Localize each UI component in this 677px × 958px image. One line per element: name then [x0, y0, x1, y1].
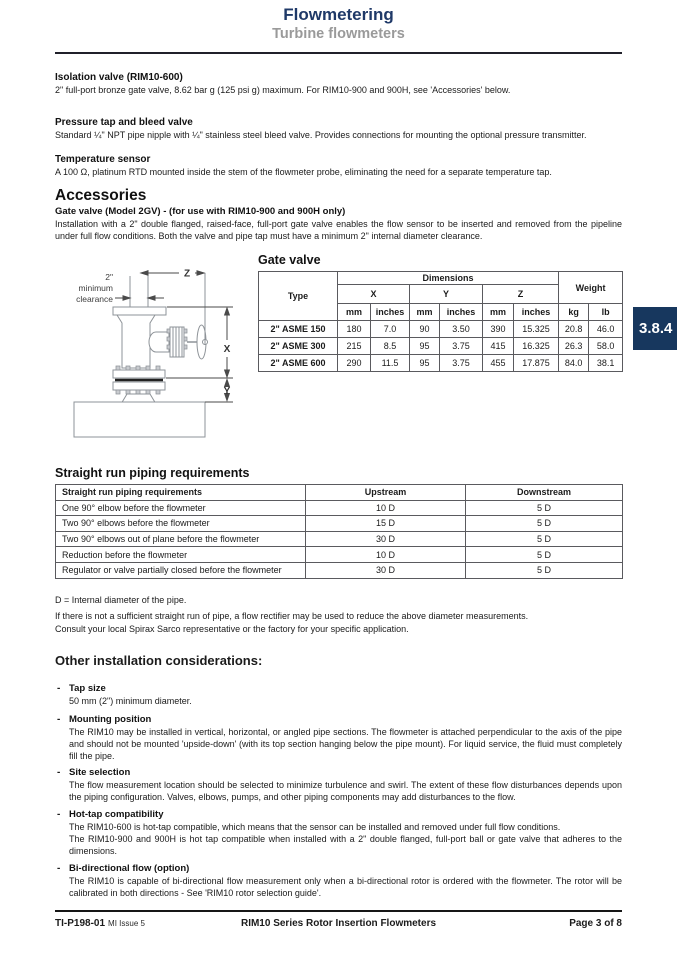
lower-flange-lower — [113, 382, 165, 390]
table-cell: 11.5 — [371, 355, 410, 372]
table-cell: 90 — [410, 321, 440, 338]
straight-run-notes — [55, 610, 622, 636]
footer-series-title: RIM10 Series Rotor Insertion Flowmeters — [240, 918, 437, 929]
bullet-label: Tap size — [69, 683, 106, 694]
table-cell: 15 D — [306, 516, 466, 532]
col-header: inches — [514, 304, 559, 321]
bullet-text: 50 mm (2") minimum diameter. — [69, 696, 192, 706]
table-cell: 215 — [338, 338, 371, 355]
table-row — [259, 272, 623, 285]
table-row — [259, 338, 623, 355]
list-item-mounting-position — [57, 714, 622, 763]
table-cell: 2" ASME 150 — [259, 321, 338, 338]
note-consult: Consult your local Spirax Sarco representative or the factory for your specific application. — [55, 624, 409, 634]
col-header: Downstream — [466, 485, 623, 501]
bullet-text: The flow measurement location should be selected to minimize turbulence and swirl. The extent of these flow disturbances depends upon the piping configuration. Valves, elbows, pumps, and other piping components may add disturbances to the flow. — [69, 780, 622, 803]
col-header: Type — [259, 272, 338, 321]
table-cell: 95 — [410, 338, 440, 355]
footer-page-number: Page 3 of 8 — [569, 918, 622, 929]
accessories-text: Installation with a 2" double flanged, raised-face, full-port gate valve enables the flow sensor to be inserted and removed from the pipeline under full flow conditions. Both the valve and pipe tap must have a minimum 2" internal diameter clearance. — [55, 219, 622, 242]
table-cell: 3.75 — [440, 338, 483, 355]
table-cell: 2" ASME 600 — [259, 355, 338, 372]
bullet-label: Site selection — [69, 767, 131, 778]
col-header: kg — [559, 304, 589, 321]
other-considerations-title: Other installation considerations: — [55, 653, 263, 668]
bullet-text: The RIM10 may be installed in vertical, horizontal, or angled pipe sections. The flowmeter is attached perpendicular to the axis of the pipe and should not be mounted 'upside-down' (with its top section hanging below the pipe mount). For liquid service, the fluid must completely fill the pipe. — [69, 727, 622, 762]
table-cell: Two 90° elbows out of plane before the flowmeter — [56, 531, 306, 547]
bullet-dash-icon: - — [57, 863, 61, 874]
bullet-dash-icon: - — [57, 809, 61, 820]
bullet-dash-icon: - — [57, 714, 61, 725]
page-subtitle: Turbine flowmeters — [272, 26, 405, 42]
dim-x-label: X — [223, 344, 231, 355]
list-item-bidirectional-flow — [57, 863, 622, 899]
table-cell: 16.325 — [514, 338, 559, 355]
table-row — [259, 321, 623, 338]
table-cell: 2" ASME 300 — [259, 338, 338, 355]
table-cell: 84.0 — [559, 355, 589, 372]
table-cell: Reduction before the flowmeter — [56, 547, 306, 563]
col-header: lb — [589, 304, 623, 321]
table-cell: 26.3 — [559, 338, 589, 355]
clearance-label-line1: 2" — [105, 272, 113, 282]
table-row — [56, 516, 623, 532]
table-row — [56, 500, 623, 516]
gate-valve-subheading: Gate valve (Model 2GV) - (for use with RIM10-900 and 900H only) — [55, 206, 346, 217]
straight-run-title: Straight run piping requirements — [55, 466, 250, 480]
table-cell: 3.50 — [440, 321, 483, 338]
temperature-sensor-text: A 100 Ω, platinum RTD mounted inside the stem of the flowmeter probe, eliminating the need for a separate temperature tap. — [55, 167, 552, 177]
table-cell: Two 90° elbows before the flowmeter — [56, 516, 306, 532]
table-cell: 3.75 — [440, 355, 483, 372]
col-header: Weight — [559, 272, 623, 304]
pressure-tap-heading: Pressure tap and bleed valve — [55, 117, 193, 128]
table-cell: 5 D — [466, 516, 623, 532]
table-row — [56, 547, 623, 563]
table-cell: 290 — [338, 355, 371, 372]
table-cell: 10 D — [306, 547, 466, 563]
page-title: Flowmetering — [283, 5, 394, 24]
flange-bolts-bottom — [116, 390, 160, 394]
table-cell: 20.8 — [559, 321, 589, 338]
table-cell: 415 — [483, 338, 514, 355]
col-header: Dimensions — [338, 272, 559, 285]
table-cell: 390 — [483, 321, 514, 338]
gate-valve-diagram — [57, 262, 242, 442]
table-cell: 5 D — [466, 547, 623, 563]
note-flow-rectifier: If there is not a sufficient straight run of pipe, a flow rectifier may be used to reduce the above diameter measurements. — [55, 611, 529, 621]
col-header: X — [338, 285, 410, 304]
table-row — [56, 531, 623, 547]
table-cell: 5 D — [466, 531, 623, 547]
bullet-label: Mounting position — [69, 714, 152, 725]
col-header: Z — [483, 285, 559, 304]
table-cell: 38.1 — [589, 355, 623, 372]
clearance-label-line3: clearance — [76, 294, 113, 304]
header-rule — [55, 52, 622, 54]
bullet-text: The RIM10-900 and 900H is hot tap compatible when installed with a 2" double flanged, full-port ball or gate valve that adheres to the dimensions. — [69, 834, 622, 857]
table-cell: One 90° elbow before the flowmeter — [56, 500, 306, 516]
lower-flange-upper — [113, 370, 165, 378]
table-row — [259, 355, 623, 372]
pressure-tap-text: Standard ¼" NPT pipe nipple with ¼" stainless steel bleed valve. Provides connections for mounting the optional pressure transmitter. — [55, 130, 587, 140]
table-cell: 8.5 — [371, 338, 410, 355]
clearance-label-line2: minimum — [78, 283, 113, 293]
top-flange — [113, 307, 166, 315]
table-cell: 5 D — [466, 562, 623, 578]
table-cell: Regulator or valve partially closed before the flowmeter — [56, 562, 306, 578]
col-header: Upstream — [306, 485, 466, 501]
temperature-sensor-heading: Temperature sensor — [55, 154, 151, 165]
gate-valve-title: Gate valve — [258, 253, 321, 267]
dim-y-label: Y — [223, 386, 231, 397]
col-header: mm — [410, 304, 440, 321]
list-item-hot-tap — [57, 809, 622, 858]
doc-issue: MI Issue 5 — [108, 919, 145, 928]
bullet-text: The RIM10-600 is hot-tap compatible, which means that the sensor can be installed and removed under full flow conditions. — [69, 822, 561, 832]
col-header: Y — [410, 285, 483, 304]
bullet-label: Bi-directional flow (option) — [69, 863, 190, 874]
col-header: inches — [371, 304, 410, 321]
footer-rule — [55, 910, 622, 912]
table-cell: 5 D — [466, 500, 623, 516]
col-header: inches — [440, 304, 483, 321]
doc-code: TI-P198-01 — [55, 918, 106, 929]
valve-branch — [149, 332, 169, 352]
bullet-dash-icon: - — [57, 767, 61, 778]
table-cell: 46.0 — [589, 321, 623, 338]
col-header: Straight run piping requirements — [56, 485, 306, 501]
table-cell: 15.325 — [514, 321, 559, 338]
dim-z-label: Z — [183, 268, 191, 280]
note-d-definition: D = Internal diameter of the pipe. — [55, 595, 187, 605]
isolation-valve-text: 2" full-port bronze gate valve, 8.62 bar g (125 psi g) maximum. For RIM10-900 and 900H, see 'Accessories' below. — [55, 85, 511, 95]
accessories-heading: Accessories — [55, 187, 147, 204]
table-cell: 30 D — [306, 562, 466, 578]
table-cell: 95 — [410, 355, 440, 372]
bullet-label: Hot-tap compatibility — [69, 809, 164, 820]
table-cell: 58.0 — [589, 338, 623, 355]
section-tab: 3.8.4 — [633, 307, 677, 350]
table-cell: 7.0 — [371, 321, 410, 338]
table-cell: 455 — [483, 355, 514, 372]
list-item-tap-size — [57, 683, 622, 707]
bullet-text: The RIM10 is capable of bi-directional flow measurement only when a bi-directional rotor is ordered with the flowmeter. The rotor will be calibrated in both directions - See 'RIM10 rotor selection guide'. — [69, 876, 622, 899]
col-header: mm — [338, 304, 371, 321]
main-pipe — [74, 402, 205, 437]
straight-run-table — [55, 484, 623, 579]
table-row — [56, 562, 623, 578]
table-cell: 10 D — [306, 500, 466, 516]
isolation-valve-heading: Isolation valve (RIM10-600) — [55, 72, 183, 83]
list-item-site-selection — [57, 767, 622, 803]
bullet-dash-icon: - — [57, 683, 61, 694]
table-cell: 180 — [338, 321, 371, 338]
col-header: mm — [483, 304, 514, 321]
table-cell: 30 D — [306, 531, 466, 547]
gate-valve-table — [258, 271, 623, 372]
table-row — [56, 485, 623, 501]
table-cell: 17.875 — [514, 355, 559, 372]
